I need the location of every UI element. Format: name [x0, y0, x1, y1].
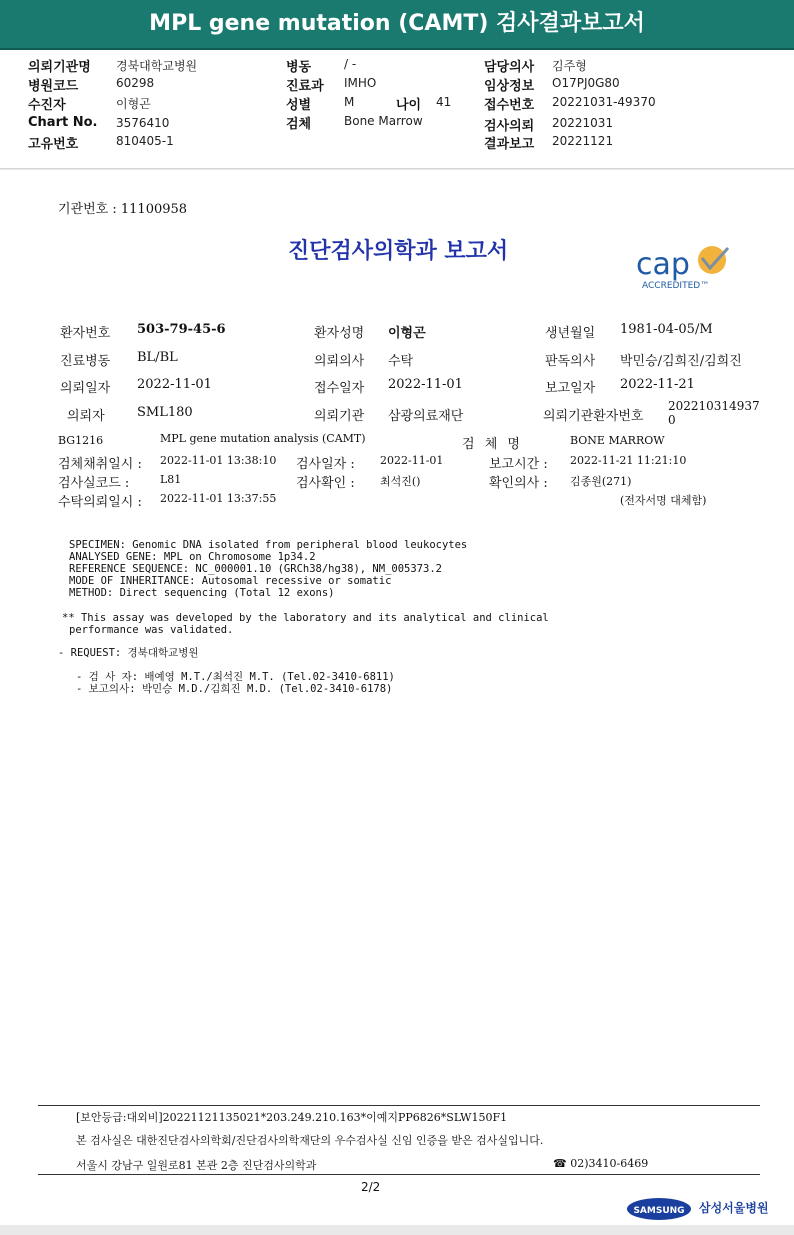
- info-label: 의뢰의사: [314, 354, 365, 369]
- security-line: [보안등급:대외비]20221121135021*203.249.210.163*이예지PP6826*SLW150F1: [76, 1111, 508, 1124]
- test-date: 2022-11-01: [380, 454, 444, 467]
- info-label: 환자번호: [60, 326, 111, 341]
- hdr-label: 병동: [286, 60, 312, 75]
- electronic-signature-note: (전자서명 대체함): [620, 494, 707, 507]
- info-label: 접수일자: [314, 381, 365, 396]
- info-label: 검사실코드 :: [58, 476, 130, 491]
- test-confirmed-by: 최석진(): [380, 475, 421, 488]
- date-of-birth: 1981-04-05/M: [620, 322, 713, 337]
- info-label: 검사확인 :: [296, 476, 355, 491]
- hdr-label: 수진자: [28, 98, 66, 113]
- patient-number: 503-79-45-6: [137, 322, 226, 337]
- hdr-value: IMHO: [344, 76, 377, 90]
- hdr-label: 임상정보: [484, 79, 535, 94]
- info-label: 수탁의뢰일시 :: [58, 495, 142, 510]
- institution-patient-number-cont: 0: [668, 413, 676, 427]
- body-line: SPECIMEN: Genomic DNA isolated from peripheral blood leukocytes: [69, 539, 468, 551]
- hdr-value: 60298: [116, 76, 155, 90]
- samsung-logo-text: SAMSUNG: [633, 1206, 685, 1216]
- test-code: BG1216: [58, 434, 104, 447]
- hdr-label: 병원코드: [28, 79, 79, 94]
- hdr-value: 경북대학교병원: [116, 59, 198, 73]
- specimen-name: BONE MARROW: [570, 434, 665, 447]
- note-line: ** This assay was developed by the laboratory and its analytical and clinical: [62, 612, 549, 624]
- hospital-name: 삼성서울병원: [699, 1201, 769, 1215]
- requester: SML180: [137, 405, 193, 420]
- hdr-value: / -: [344, 57, 357, 71]
- body-line: METHOD: Direct sequencing (Total 12 exons): [69, 587, 335, 599]
- footer-bottom-rule: [38, 1174, 760, 1175]
- request-line: - REQUEST: 경북대학교병원: [58, 647, 199, 659]
- info-label: 의뢰자: [67, 409, 105, 424]
- ward: BL/BL: [137, 350, 178, 365]
- hdr-value: 김주형: [552, 59, 587, 73]
- hdr-label: Chart No.: [28, 115, 98, 130]
- collection-datetime: 2022-11-01 13:38:10: [160, 454, 277, 467]
- hdr-value: 810405-1: [116, 134, 174, 148]
- hdr-value: 41: [436, 95, 452, 109]
- hdr-label: 진료과: [286, 79, 324, 94]
- hdr-value: 20221031: [552, 116, 614, 130]
- certification-line: 본 검사실은 대한진단검사의학회/진단검사의학재단의 우수검사실 신임 인증을 받은 검사실입니다.: [76, 1134, 544, 1147]
- hdr-label: 검사의뢰: [484, 119, 535, 134]
- lab-phone: ☎ 02)3410-6469: [553, 1157, 649, 1170]
- cap-logo-text: cap: [636, 247, 690, 282]
- hdr-value: M: [344, 95, 355, 109]
- info-label: 검사일자 :: [296, 457, 355, 472]
- samsung-logo: [626, 1196, 692, 1222]
- hdr-value: 20221031-49370: [552, 95, 656, 109]
- report-page: [0, 170, 794, 1225]
- info-label: 생년월일: [545, 326, 596, 341]
- body-line: MODE OF INHERITANCE: Autosomal recessive or somatic: [69, 575, 392, 587]
- reading-doctor: 박민승/김희진/김희진: [620, 354, 742, 369]
- info-label: 보고시간 :: [489, 457, 548, 472]
- institution-number: 기관번호 : 11100958: [58, 202, 188, 217]
- consignment-datetime: 2022-11-01 13:37:55: [160, 492, 277, 505]
- specimen-label: 검 체 명: [462, 437, 523, 452]
- info-label: 환자성명: [314, 326, 365, 341]
- hdr-label: 접수번호: [484, 98, 535, 113]
- hdr-label: 나이: [396, 98, 422, 113]
- lab-address: 서울시 강남구 일원로81 본관 2층 진단검사의학과: [76, 1159, 317, 1172]
- patient-name: 이형곤: [388, 326, 426, 341]
- info-label: 의뢰일자: [60, 381, 111, 396]
- body-line: REFERENCE SEQUENCE: NC_000001.10 (GRCh38/hg38), NM_005373.2: [69, 563, 442, 575]
- staff-line: - 보고의사: 박민승 M.D./김희진 M.D. (Tel.02-3410-6178): [76, 683, 393, 695]
- report-time: 2022-11-21 11:21:10: [570, 454, 687, 467]
- info-label: 확인의사 :: [489, 476, 548, 491]
- hdr-value: O17PJ0G80: [552, 76, 620, 90]
- receipt-date: 2022-11-01: [388, 377, 463, 392]
- info-label: 의뢰기관환자번호: [543, 409, 644, 424]
- request-date: 2022-11-01: [137, 377, 212, 392]
- hdr-value: Bone Marrow: [344, 114, 423, 128]
- hdr-value: 20221121: [552, 134, 614, 148]
- referring-doctor: 수탁: [388, 354, 414, 369]
- info-label: 판독의사: [545, 354, 596, 369]
- info-label: 진료병동: [60, 354, 111, 369]
- requesting-institution: 삼광의료재단: [388, 409, 464, 424]
- body-line: ANALYSED GENE: MPL on Chromosome 1p34.2: [69, 551, 316, 563]
- info-label: 보고일자: [545, 381, 596, 396]
- hdr-label: 검체: [286, 117, 312, 132]
- institution-patient-number: 202210314937: [668, 399, 760, 413]
- confirming-doctor: 김종원(271): [570, 475, 632, 488]
- report-date: 2022-11-21: [620, 377, 695, 392]
- hdr-label: 의뢰기관명: [28, 60, 91, 75]
- hdr-label: 결과보고: [484, 137, 535, 152]
- footer-top-rule: [38, 1105, 760, 1106]
- info-label: 검체채취일시 :: [58, 457, 142, 472]
- lab-code: L81: [160, 473, 182, 486]
- report-title: 진단검사의학과 보고서: [288, 238, 509, 264]
- hdr-label: 담당의사: [484, 60, 535, 75]
- page-number: 2/2: [361, 1180, 381, 1194]
- staff-line: - 검 사 자: 배예영 M.T./최석진 M.T. (Tel.02-3410-6811): [76, 671, 395, 683]
- header-info-panel: [0, 50, 794, 169]
- note-line: performance was validated.: [69, 624, 234, 636]
- cap-logo-sub: ACCREDITED™: [642, 281, 710, 291]
- hdr-label: 고유번호: [28, 137, 79, 152]
- hdr-value: 3576410: [116, 116, 170, 130]
- info-label: 의뢰기관: [314, 409, 365, 424]
- cap-accredited-logo: [634, 242, 744, 292]
- report-banner-title: MPL gene mutation (CAMT) 검사결과보고서: [0, 0, 794, 50]
- hdr-value: 이형곤: [116, 97, 151, 111]
- test-name: MPL gene mutation analysis (CAMT): [160, 432, 366, 445]
- hdr-label: 성별: [286, 98, 312, 113]
